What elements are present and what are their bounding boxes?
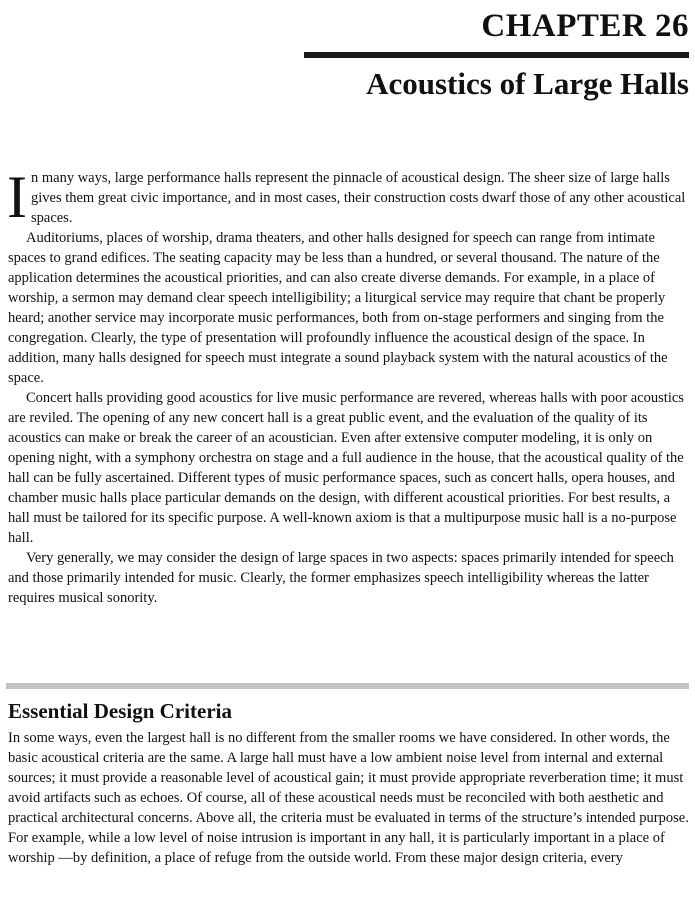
intro-paragraph-3: Concert halls providing good acoustics for live music performance are revered, whereas halls with poor acoustics are reviled. The opening of any new concert hall is a great public event, and the evaluation of the quality of its acoustics can make or break the career of an acoustician. Even after extensive computer modeling, it is only on opening night, with a symphony orchestra on stage and a full audience in the house, that the acoustical quality of the hall can be fully ascertained. Different types of music performance spaces, such as concert halls, opera houses, and chamber music halls place particular demands on the design, with different acoustical priorities. For best results, a hall must be tailored for its specific purpose. A well-known axiom is that a multipurpose music hall is a no-purpose hall. [8, 390, 684, 546]
section-heading: Essential Design Criteria [8, 699, 232, 723]
intro-paragraph-4: Very generally, we may consider the design of large spaces in two aspects: spaces primarily intended for speech and those primarily intended for music. Clearly, the former emphasizes speech intelligibility whereas the latter requires musical sonority. [8, 550, 674, 606]
intro-paragraph-2: Auditoriums, places of worship, drama theaters, and other halls designed for speech can range from intimate spaces to grand edifices. The seating capacity may be less than a hundred, or several thousand. The nature of the application determines the acoustical priorities, and can also create diverse demands. For example, in a place of worship, a sermon may demand clear speech intelligibility; a liturgical service may require that chant be properly heard; another service may incorporate music performances, both from on-stage performers and singing from the congregation. Clearly, the type of presentation will profoundly influence the acoustical design of the space. In addition, many halls designed for speech must integrate a sound playback system with the natural acoustics of the space. [8, 230, 668, 386]
section-rule [6, 683, 689, 689]
chapter-rule [304, 52, 689, 58]
chapter-title: Acoustics of Large Halls [366, 66, 689, 101]
section-body [8, 728, 689, 868]
section-paragraph: In some ways, even the largest hall is no different from the smaller rooms we have considered. In other words, the basic acoustical criteria are the same. A large hall must have a low ambient noise level from internal and external sources; it must provide a reasonable level of acoustical gain; it must provide appropriate reverberation time; it must avoid artifacts such as echoes. Of course, all of these acoustical needs must be reconciled with both aesthetic and practical architectural concerns. Above all, the criteria must be evaluated in terms of the structure’s intended purpose. For example, while a low level of noise intrusion is important in any hall, it is particularly important in a place of worship —by definition, a place of refuge from the outside world. From these major design criteria, every [8, 730, 689, 866]
chapter-number: CHAPTER 26 [481, 8, 689, 44]
intro-paragraph-1 [7, 164, 689, 230]
intro-body [7, 164, 689, 608]
drop-cap: I [7, 164, 27, 230]
intro-paragraph-1-text: n many ways, large performance halls represent the pinnacle of acoustical design. The sheer size of large halls gives them great civic importance, and in most cases, their construction costs dwarf those of any other acoustical spaces. [30, 170, 686, 226]
